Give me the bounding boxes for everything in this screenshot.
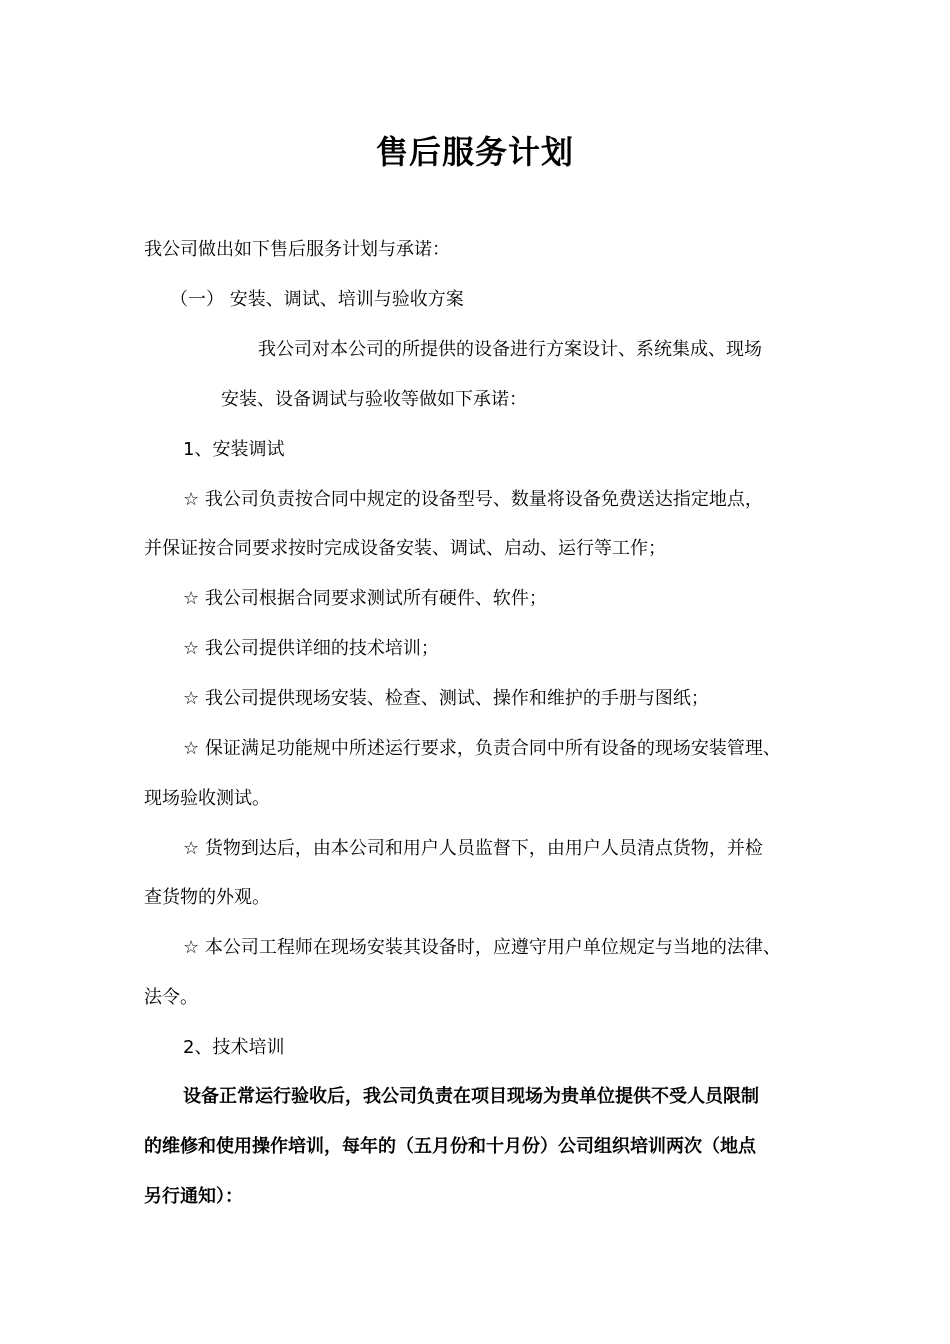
- section1-desc-line2: 安装、设备调试与验收等做如下承诺：: [221, 389, 527, 410]
- sub2-heading: 2、技术培训: [183, 1037, 285, 1058]
- list-item-continued: 法令。: [144, 987, 198, 1008]
- training-text-line2: 的维修和使用操作培训，每年的（五月份和十月份）公司组织培训两次（地点: [144, 1136, 756, 1157]
- section1-desc-line1: 我公司对本公司的所提供的设备进行方案设计、系统集成、现场: [258, 339, 762, 360]
- list-item-continued: 并保证按合同要求按时完成设备安装、调试、启动、运行等工作；: [144, 538, 666, 559]
- training-text-line3: 另行通知）：: [144, 1186, 243, 1207]
- sub1-heading: 1、安装调试: [183, 439, 285, 460]
- section1-heading: （一） 安装、调试、培训与验收方案: [170, 289, 464, 310]
- list-item: ☆ 货物到达后，由本公司和用户人员监督下，由用户人员清点货物，并检: [183, 838, 763, 859]
- document-title: 售后服务计划: [375, 133, 574, 171]
- list-item: ☆ 保证满足功能规中所述运行要求，负责合同中所有设备的现场安装管理、: [183, 738, 781, 759]
- list-item: ☆ 我公司根据合同要求测试所有硬件、软件；: [183, 588, 547, 609]
- list-item: ☆ 本公司工程师在现场安装其设备时，应遵守用户单位规定与当地的法律、: [183, 937, 781, 958]
- list-item: ☆ 我公司提供现场安装、检查、测试、操作和维护的手册与图纸；: [183, 688, 709, 709]
- list-item: ☆ 我公司负责按合同中规定的设备型号、数量将设备免费送达指定地点，: [183, 489, 763, 510]
- list-item-continued: 查货物的外观。: [144, 887, 270, 908]
- list-item-continued: 现场验收测试。: [144, 788, 270, 809]
- list-item: ☆ 我公司提供详细的技术培训；: [183, 638, 439, 659]
- training-text-line1: 设备正常运行验收后，我公司负责在项目现场为贵单位提供不受人员限制: [183, 1086, 759, 1107]
- intro-text: 我公司做出如下售后服务计划与承诺：: [144, 239, 450, 260]
